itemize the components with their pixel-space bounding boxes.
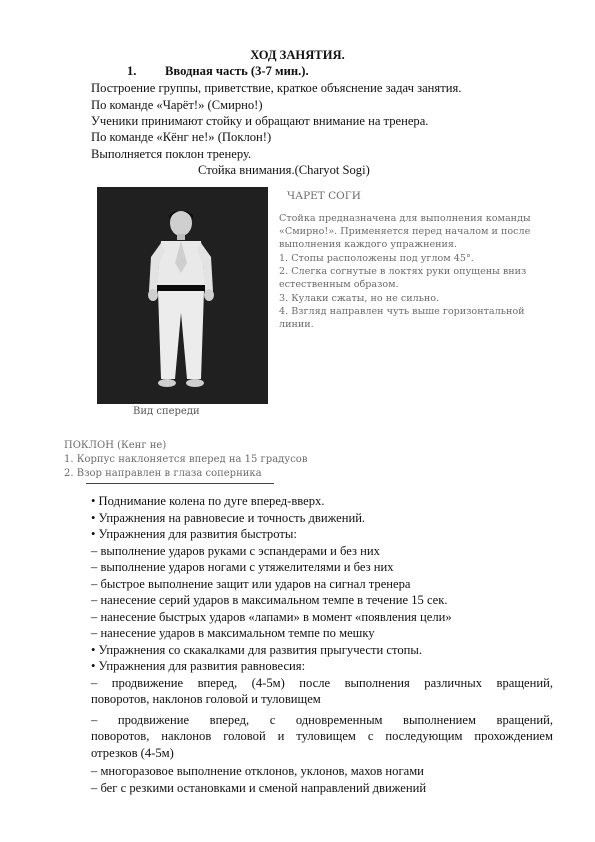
karate-figure-illustration xyxy=(97,187,268,404)
intro-line: Построение группы, приветствие, краткое объяснение задач занятия. xyxy=(91,81,462,95)
section-number: 1. xyxy=(127,64,137,78)
exercise-line: – быстрое выполнение защит или ударов на сигнал тренера xyxy=(91,577,411,591)
paragraph-1-line: поворотов, наклонов головой и туловищем xyxy=(91,692,321,706)
stance-photo xyxy=(97,187,268,404)
figure-desc-line: 2. Слегка согнутые в локтях руки опущены вниз xyxy=(279,266,527,277)
figure-desc-line: 3. Кулаки сжаты, но не сильно. xyxy=(279,293,440,304)
paragraph-1-line: – продвижение вперед, (4-5м) после выполнения различных вращений, xyxy=(91,676,553,690)
paragraph-2-line: отрезков (4-5м) xyxy=(91,746,174,760)
figure-heading: ЧАРЕТ СОГИ xyxy=(287,190,361,202)
figure-desc-line: Стойка предназначена для выполнения команды xyxy=(279,213,531,224)
photo-caption: Вид спереди xyxy=(133,406,200,417)
section-heading: Вводная часть (3-7 мин.). xyxy=(165,64,309,78)
exercise-line: – нанесение ударов в максимальном темпе по мешку xyxy=(91,626,375,640)
exercise-line: • Упражнения на равновесие и точность движений. xyxy=(91,511,366,525)
exercise-line: – выполнение ударов ногами с утяжелителями и без них xyxy=(91,560,394,574)
exercise-line: – нанесение серий ударов в максимальном темпе в течение 15 сек. xyxy=(91,593,448,607)
figure-desc-line: линии. xyxy=(279,319,314,330)
intro-line: Выполняется поклон тренеру. xyxy=(91,147,252,161)
paragraph-2-line: поворотов, наклонов головой и туловищем с последующим прохождением xyxy=(91,729,553,743)
scan-divider xyxy=(86,483,274,484)
exercise-line: • Упражнения для развития быстроты: xyxy=(91,527,297,541)
final-line: – многоразовое выполнение отклонов, уклонов, махов ногами xyxy=(91,764,424,778)
intro-line: По команде «Кёнг не!» (Поклон!) xyxy=(91,130,272,144)
stance-caption: Стойка внимания.(Charyot Sogi) xyxy=(198,163,370,177)
figure-desc-line: естественным образом. xyxy=(279,279,399,290)
figure-desc-line: 1. Стопы расположены под углом 45°. xyxy=(279,253,474,264)
intro-line: По команде «Чарёт!» (Смирно!) xyxy=(91,98,263,112)
exercise-line: • Упражнения для развития равновесия: xyxy=(91,659,306,673)
exercise-line: • Поднимание колена по дуге вперед-вверх. xyxy=(91,494,325,508)
intro-line: Ученики принимают стойку и обращают внимание на тренера. xyxy=(91,114,429,128)
paragraph-2-line: – продвижение вперед, с одновременным выполнением вращений, xyxy=(91,713,553,727)
exercise-line: • Упражнения со скакалками для развития прыгучести стопы. xyxy=(91,643,422,657)
figure-desc-line: «Смирно!». Применяется перед началом и после xyxy=(279,226,531,237)
bow-line: 2. Взор направлен в глаза соперника xyxy=(64,468,262,479)
figure-desc-line: 4. Взгляд направлен чуть выше горизонтальной xyxy=(279,306,525,317)
bow-line: 1. Корпус наклоняется вперед на 15 градусов xyxy=(64,454,308,465)
bow-heading: ПОКЛОН (Кенг не) xyxy=(64,440,167,451)
figure-desc-line: выполнения каждого упражнения. xyxy=(279,239,458,250)
final-line: – бег с резкими остановками и сменой направлений движений xyxy=(91,781,427,795)
exercise-line: – выполнение ударов руками с эспандерами и без них xyxy=(91,544,380,558)
page-title: ХОД ЗАНЯТИЯ. xyxy=(250,48,345,62)
exercise-line: – нанесение быстрых ударов «лапами» в момент «появления цели» xyxy=(91,610,452,624)
